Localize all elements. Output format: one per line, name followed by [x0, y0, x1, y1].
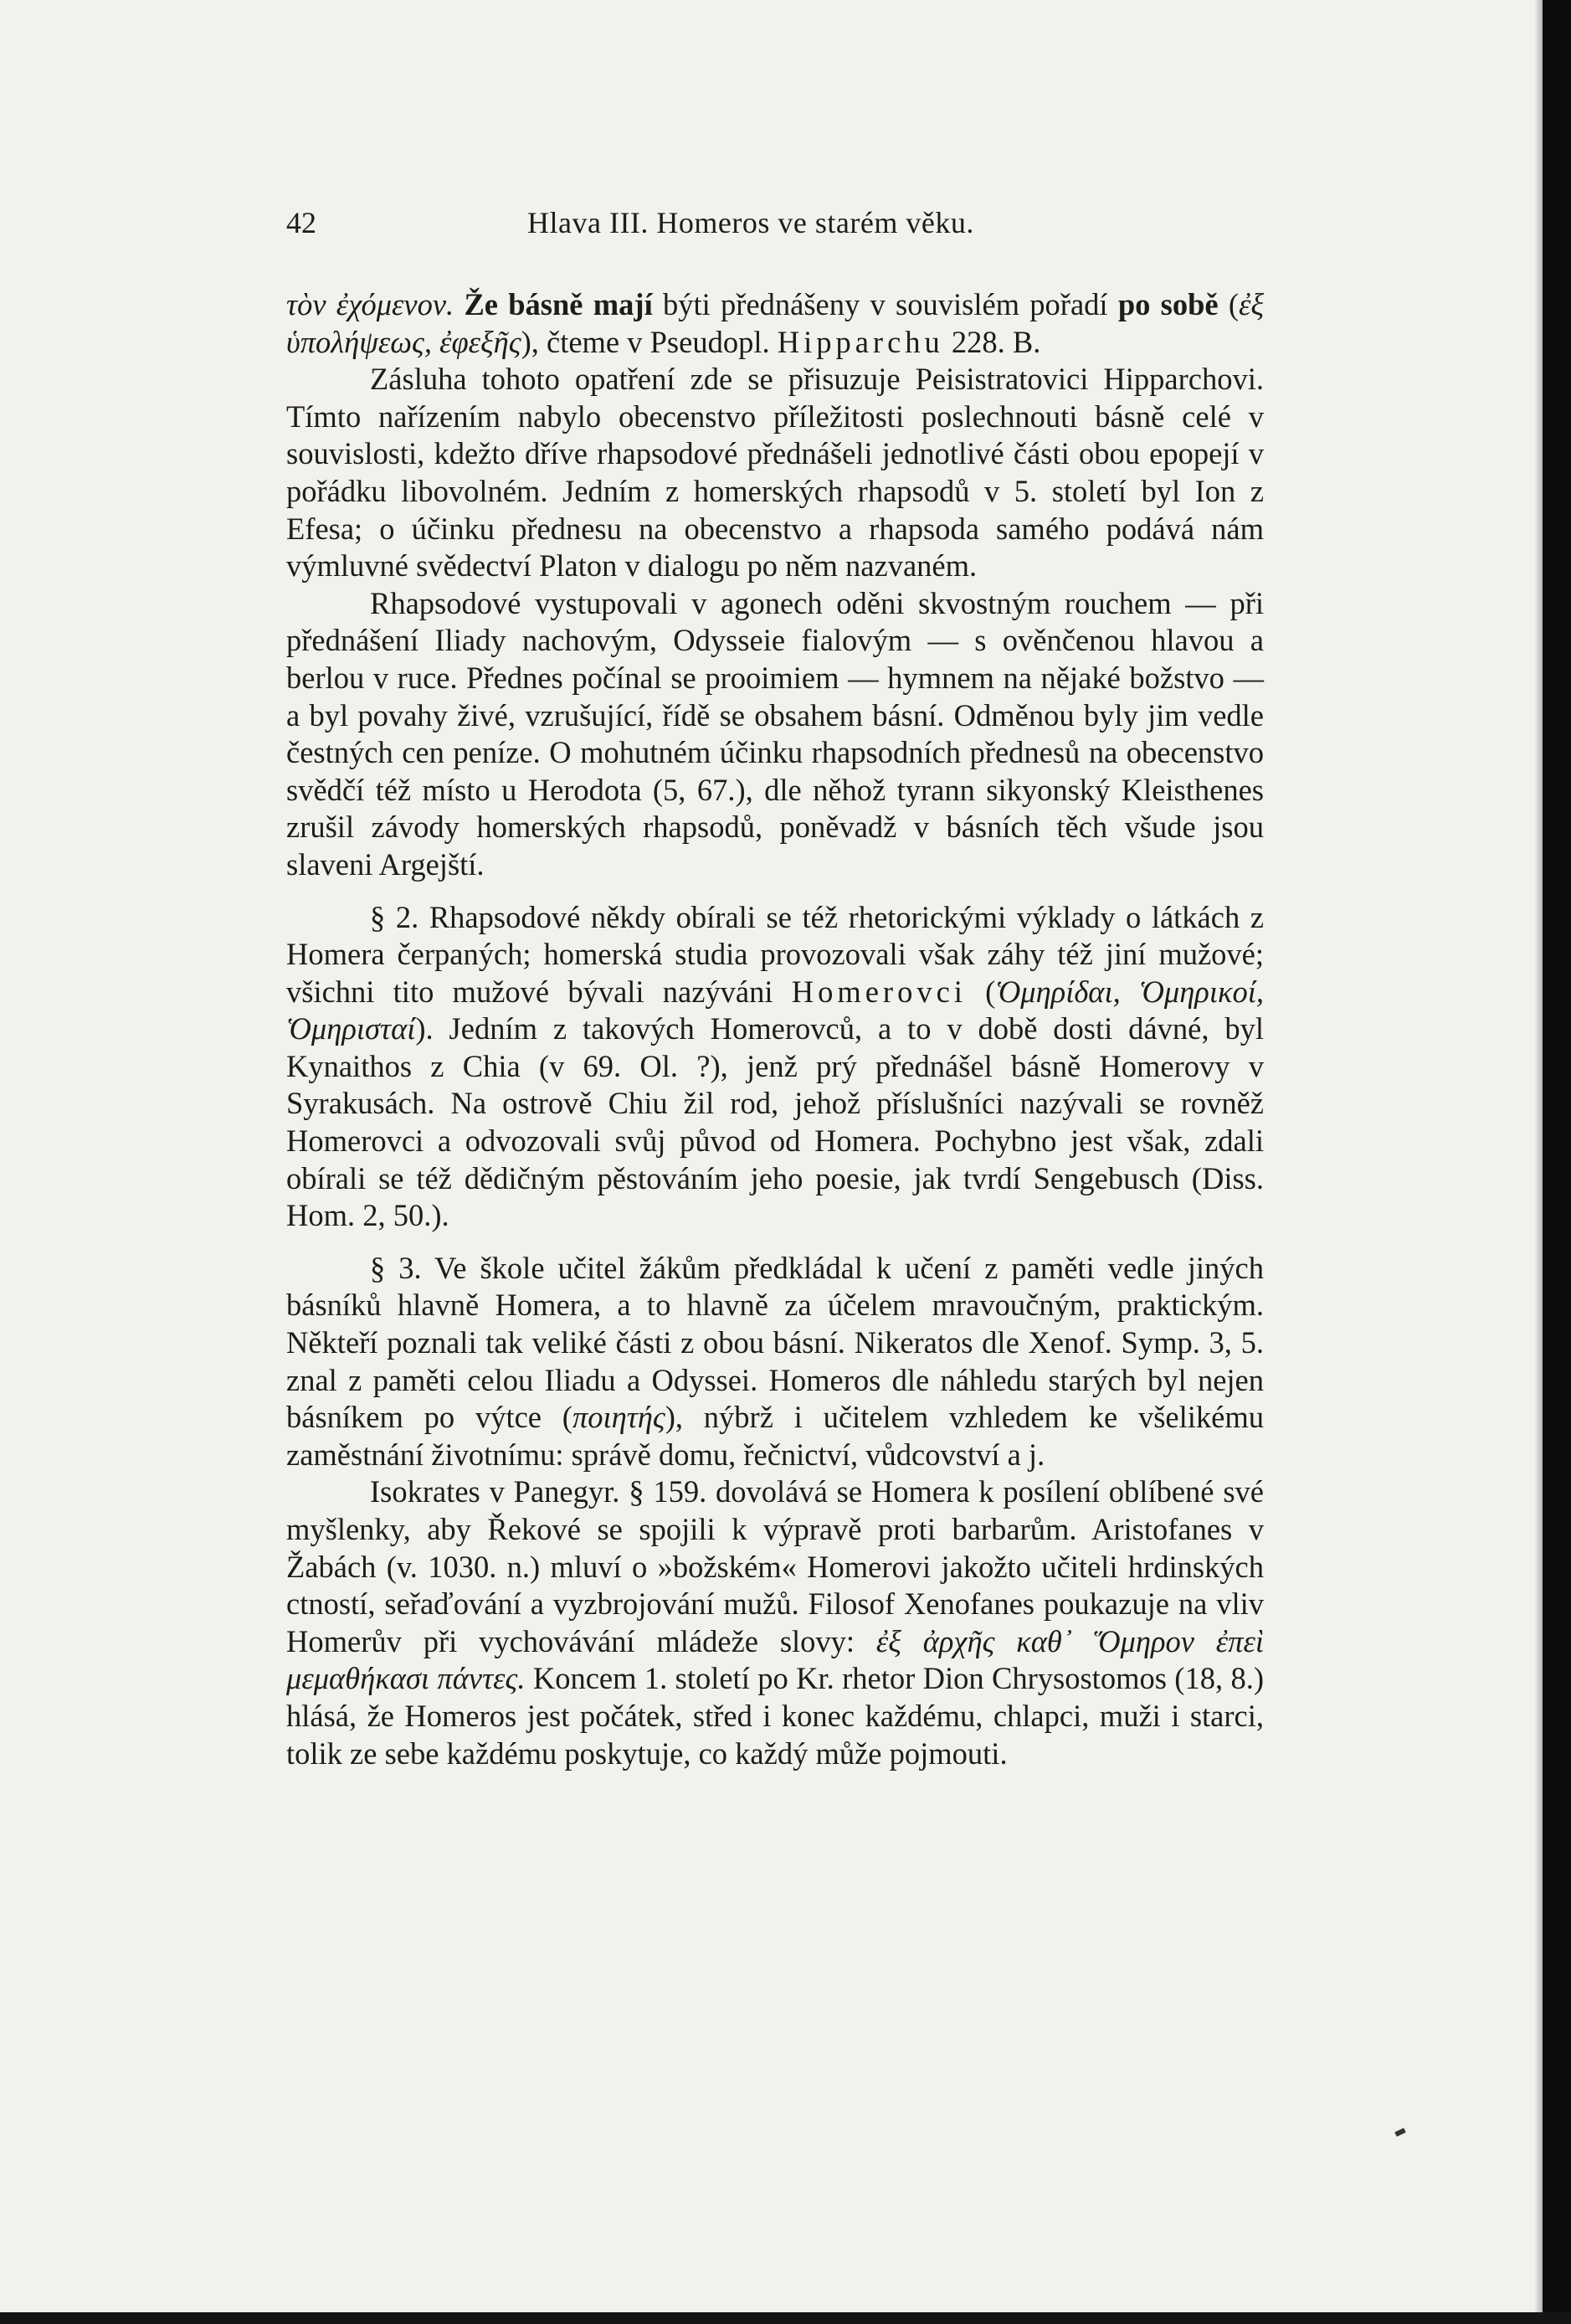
- scan-border-right: [1543, 0, 1571, 2324]
- text-greek: ποιητής: [572, 1400, 665, 1435]
- text-greek: ἐξ ἀρχῆς καθ᾽ Ὅμηρον ἐπεὶ μεμαθήκασι πάντες.: [286, 1623, 1264, 1696]
- text-run: 228. B.: [943, 324, 1041, 359]
- text-spaced: Hipparchu: [777, 324, 944, 359]
- text-run: § 3. Ve škole učitel žákům předkládal k učení z paměti vedle jiných básníků hlavně Homera, a to hlavně za účelem mravoučným, praktickým. Někteří poznali tak veliké části z obou básní. Nikeratos dle Xenof. Symp. 3, 5. znal z paměti celou Iliadu a Odyssei. Homeros dle náhledu starých byl nejen básníkem po výtce (: [286, 1250, 1264, 1435]
- text-bold: po sobě: [1117, 287, 1219, 321]
- text-run: býti přednášeny v souvislém pořadí: [652, 287, 1118, 321]
- paragraph-3: [286, 585, 1264, 884]
- paragraph-2: [286, 361, 1264, 585]
- paragraph-section-3: [286, 1250, 1264, 1474]
- page-fold-shadow: [1534, 0, 1543, 2324]
- body-text: [286, 286, 1264, 1772]
- text-run: Isokrates v Panegyr. § 159. dovolává se Homera k posílení oblíbené své myšlenky, aby Řekové se spojili k výpravě proti barbarům. Aristofanes v Žabách (v. 1030. n.) mluví o »božském« Homerovi jakožto učiteli hrdinských ctností, seřaďování a vyzbrojování mužů. Filosof Xenofanes poukazuje na vliv Homerův při vychovávání mládeže slovy:: [286, 1474, 1264, 1658]
- text-spaced: Homerovci: [791, 974, 967, 1009]
- text-bold: Že básně mají: [464, 287, 653, 321]
- text-run: ), čteme v Pseudopl.: [521, 324, 778, 359]
- text-run: (: [966, 974, 996, 1009]
- text-run: Zásluha tohoto opatření zde se přisuzuje Peisistratovici Hipparchovi. Tímto nařízením nabylo obecenstvo příležitosti poslechnouti básně celé v souvislosti, kdežto dříve rhapsodové přednášeli jednotlivé části obou epopejí v pořádku libovolném. Jedním z homerských rhapsodů v 5. století byl Ion z Efesa; o účinku přednesu na obecenstvo a rhapsoda samého podává nám výmluvné svědectví Platon v dialogu po něm nazvaném.: [286, 362, 1264, 584]
- text-run: § 2. Rhapsodové někdy obírali se též rhetorickými výklady o látkách z Homera čerpaných; homerská studia provozovali však záhy též jiní mužové; všichni tito mužové bývali nazýváni: [286, 899, 1264, 1009]
- scan-border-bottom: [0, 2312, 1571, 2324]
- text-greek: ἐξ ὑπολήψεως, ἐφεξῆς: [286, 287, 1265, 359]
- text-greek: Ὁμηρίδαι, Ὁμηρικοί, Ὁμηρισταί: [286, 974, 1265, 1046]
- text-run: [454, 287, 464, 321]
- paragraph-6: [286, 1473, 1264, 1772]
- text-run: ), nýbrž i učitelem vzhledem ke všelikému zaměstnání životnímu: správě domu, řečnictví, vůdcovství a j.: [286, 1400, 1264, 1472]
- text-greek: τὸν ἐχόμενον.: [286, 287, 454, 321]
- page-number: 42: [286, 206, 316, 239]
- scan-speck: [1394, 2128, 1405, 2137]
- page-header: [286, 205, 1264, 247]
- text-run: Rhapsodové vystupovali v agonech oděni skvostným rouchem — při přednášení Iliady nachovým, Odysseie fialovým — s ověnčenou hlavou a berlou v ruce. Přednes počínal se prooimiem — hymnem na nějaké božstvo — a byl povahy živé, vzrušující, řídě se obsahem básní. Odměnou byly jim vedle čestných cen peníze. O mohutném účinku rhapsodních přednesů na obecenstvo svědčí též místo u Herodota (5, 67.), dle něhož tyrann sikyonský Kleisthenes zrušil závody homerských rhapsodů, poněvadž v básních těch všude jsou slaveni Argejští.: [286, 585, 1264, 882]
- text-run: Koncem 1. století po Kr. rhetor Dion Chrysostomos (18, 8.) hlásá, že Homeros jest počátek, střed i konec každému, chlapci, muži i starci, tolik ze sebe každému poskytuje, co každý může pojmouti.: [286, 1661, 1264, 1771]
- text-run: (: [1218, 287, 1239, 321]
- paragraph-section-2: [286, 899, 1264, 1235]
- paragraph-1: [286, 286, 1264, 361]
- running-head: Hlava III. Homeros ve starém věku.: [527, 206, 974, 239]
- text-run: ). Jedním z takových Homerovců, a to v době dosti dávné, byl Kynaithos z Chia (v 69. Ol. ?), jenž prý přednášel básně Homerovy v Syrakusách. Na ostrově Chiu žil rod, jehož příslušníci nazývali se rovněž Homerovci a odvozovali svůj původ od Homera. Pochybno jest však, zdali obírali se též dědičným pěstováním jeho poesie, jak tvrdí Sengebusch (Diss. Hom. 2, 50.).: [286, 1011, 1264, 1233]
